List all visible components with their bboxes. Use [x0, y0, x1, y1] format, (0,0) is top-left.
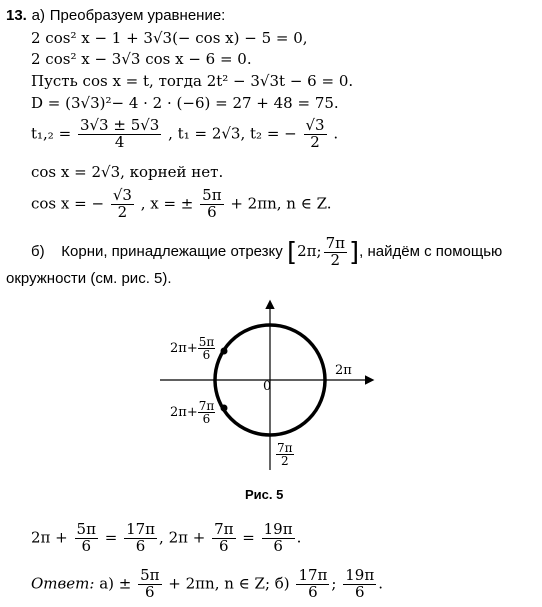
label-bottom	[170, 400, 215, 425]
label-bottom-prefix: 2π+	[170, 405, 198, 420]
substitution-line: Пусть cos x = t, тогда 2t² − 3√3t − 6 = 0.	[31, 72, 354, 90]
calc-eq-2: =	[242, 528, 255, 547]
roots-line	[31, 118, 338, 151]
label-7pi-2	[276, 442, 294, 467]
equation-line-1: 2 cos² x − 1 + 3√3(− cos x) − 5 = 0,	[31, 29, 308, 47]
label-bottom-den: 6	[202, 412, 211, 426]
calc-r2-fraction	[262, 522, 295, 555]
answer-b-fraction-2	[343, 568, 376, 601]
interval-right-bracket: ]	[349, 237, 360, 268]
equation-line-2: 2 cos² x − 3√3 cos x − 6 = 0.	[31, 50, 252, 68]
interval-left-bracket: [	[286, 237, 298, 268]
interval-left: 2π;	[297, 242, 322, 261]
solution-num-2: 5π	[202, 186, 222, 204]
label-2pi: 2π	[335, 363, 352, 378]
answer-b-num-1: 17π	[298, 566, 328, 584]
answer-a-num: 5π	[140, 566, 160, 584]
problem-number: 13.	[6, 7, 27, 24]
answer-a: а) ±	[99, 574, 132, 593]
label-bottom-fraction	[198, 400, 216, 425]
label-top-num: 5π	[198, 335, 215, 349]
solution-lhs: cos x = −	[31, 194, 105, 213]
roots-end: .	[333, 124, 339, 143]
label-down-fraction	[276, 442, 294, 467]
roots-numerator: 3√3 ± 5√3	[79, 116, 160, 134]
solution-den-2: 6	[207, 202, 217, 221]
calc-eq-1: =	[104, 528, 118, 547]
answer-end: .	[378, 574, 383, 593]
calc-a-den: 6	[81, 536, 91, 555]
label-bottom-num: 7π	[198, 399, 215, 413]
problem-header	[6, 6, 225, 25]
figure-caption: Рис. 5	[245, 487, 284, 502]
answer-a-rest: + 2πn, n ∈ Z; б)	[168, 574, 290, 593]
roots-denominator: 4	[114, 132, 125, 151]
intro-text: Преобразуем уравнение:	[49, 7, 226, 24]
solution-num-1: √3	[112, 186, 132, 204]
calc-b-den: 6	[219, 536, 229, 555]
calc-b-num: 7π	[214, 520, 234, 538]
answer-b-fraction-1	[296, 568, 329, 601]
solution-end: + 2πn, n ∈ Z.	[230, 194, 332, 213]
part-b-line-2: окружности (см. рис. 5).	[6, 270, 172, 287]
roots-values: , t₁ = 2√3, t₂ = −	[168, 124, 297, 143]
calc-r1-den: 6	[135, 536, 146, 555]
part-b-text-1: Корни, принадлежащие отрезку	[61, 243, 283, 261]
label-down-den: 2	[280, 454, 289, 468]
label-down-num: 7π	[277, 441, 293, 455]
answer-sep: ;	[331, 574, 337, 593]
answer-b-num-2: 19π	[345, 566, 375, 584]
calc-a: 2π +	[31, 528, 68, 547]
part-b-line-1	[31, 236, 531, 269]
answer-label: Ответ:	[31, 574, 95, 593]
interval-fraction	[324, 236, 347, 269]
solution-fraction-1	[111, 188, 134, 221]
discriminant-line: D = (3√3)²− 4 · 2 · (−6) = 27 + 48 = 75.	[31, 94, 339, 112]
calc-mid: , 2π +	[159, 528, 206, 547]
part-a-label: а)	[31, 7, 45, 24]
answer-line	[31, 568, 383, 601]
answer-a-fraction	[138, 568, 161, 601]
label-top-prefix: 2π+	[170, 341, 198, 356]
calc-r2-num: 19π	[263, 520, 293, 538]
point-7pi-6	[221, 405, 228, 412]
label-top-fraction	[198, 336, 216, 361]
answer-b-den-1: 6	[308, 582, 318, 601]
part-b-label: б)	[31, 243, 45, 261]
roots-fraction	[78, 118, 161, 151]
calc-a-fraction	[75, 522, 98, 555]
part-b-text-2: , найдём с помощью	[359, 243, 503, 261]
calc-r2-den: 6	[273, 536, 283, 555]
solution-den-1: 2	[117, 202, 128, 221]
point-5pi-6	[221, 348, 228, 355]
calc-end: .	[296, 528, 302, 547]
solution-fraction-2	[200, 188, 223, 221]
calc-line	[31, 522, 301, 555]
solution-line	[31, 188, 332, 221]
answer-b-den-2: 6	[354, 582, 365, 601]
calc-a-num: 5π	[76, 520, 96, 538]
answer-a-den: 6	[145, 582, 155, 601]
label-top	[170, 336, 215, 361]
no-roots-line: cos x = 2√3, корней нет.	[31, 163, 224, 181]
solution-mid: , x = ±	[140, 194, 194, 213]
label-origin: 0	[263, 379, 272, 394]
interval-num: 7π	[325, 234, 345, 252]
roots-lhs: t₁,₂ =	[31, 124, 72, 143]
t2-denominator: 2	[310, 132, 320, 151]
label-top-den: 6	[202, 348, 211, 362]
t2-fraction	[304, 118, 327, 151]
calc-r1-num: 17π	[126, 520, 156, 538]
calc-r1-fraction	[124, 522, 157, 555]
t2-numerator: √3	[305, 116, 325, 134]
interval-den: 2	[330, 250, 341, 269]
calc-b-fraction	[212, 522, 235, 555]
